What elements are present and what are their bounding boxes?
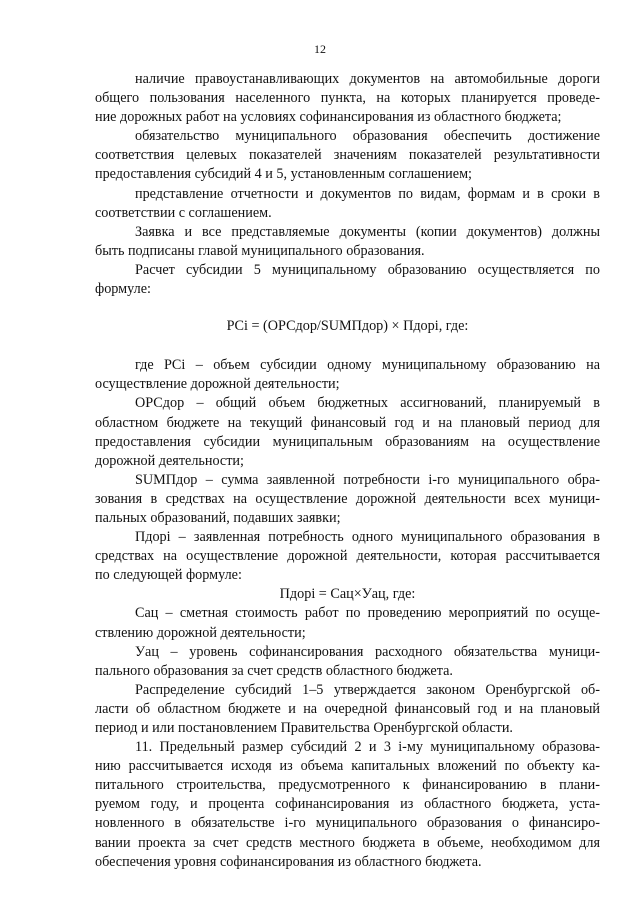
paragraph-subsidy5-calculation-line: формуле:	[95, 281, 151, 298]
paragraph-pdori-definition-line: средствах на осуществление дорожной деятельности, которая рассчитывается	[95, 548, 600, 565]
formula-pci: PCi = (ОРСдор/SUMПдор) × Пдорi, где:	[226, 318, 469, 335]
document-body	[95, 70, 600, 872]
paragraph-orsdor-definition-line: ОРСдор – общий объем бюджетных ассигнований, планируемый в	[135, 395, 600, 412]
paragraph-orsdor-definition-line: предоставления субсидии муниципальным образованиям на осуществление	[95, 433, 600, 450]
paragraph-signature-requirement-line: быть подписаны главой муниципального образования.	[95, 242, 425, 259]
paragraph-clause-11-line: новленного в обязательстве i-го муниципального образования о финансиро-	[95, 815, 600, 832]
paragraph-pci-definition-line: где PCi – объем субсидии одному муниципальному образованию на	[135, 357, 600, 374]
paragraph-clause-11-line: вании проекта за счет средств местного бюджета в объеме, необходимом для	[95, 834, 600, 851]
paragraph-clause-11-line: 11. Предельный размер субсидий 2 и 3 i-му муниципальному образова-	[135, 739, 600, 756]
paragraph-signature-requirement-line: Заявка и все представляемые документы (копии документов) должны	[135, 223, 600, 240]
paragraph-sats-definition-line: Сац – сметная стоимость работ по проведению мероприятий по осуще-	[135, 605, 600, 622]
paragraph-rights-documents-line: ние дорожных работ на условиях софинансирования из областного бюджета;	[95, 109, 562, 126]
paragraph-municipal-obligation-line: предоставления субсидий 4 и 5, установленным соглашением;	[95, 166, 472, 183]
paragraph-rights-documents-line: наличие правоустанавливающих документов на автомобильные дороги	[135, 71, 600, 87]
paragraph-distribution-line: Распределение субсидий 1–5 утверждается законом Оренбургской об-	[135, 681, 600, 698]
paragraph-orsdor-definition-line: областном бюджете на текущий финансовый год и на плановый период для	[95, 414, 600, 431]
paragraph-pdori-definition-line: по следующей формуле:	[95, 567, 242, 584]
page-number: 12	[314, 42, 326, 56]
paragraph-sats-definition-line: ствлению дорожной деятельности;	[95, 624, 306, 641]
paragraph-reporting-line: представление отчетности и документов по видам, формам и в сроки в	[135, 185, 600, 202]
paragraph-orsdor-definition-line: дорожной деятельности;	[95, 452, 244, 469]
formula-pdori: Пдорi = Сац×Уац, где:	[279, 586, 416, 603]
paragraph-uats-definition-line: Уац – уровень софинансирования расходного обязательства муници-	[135, 643, 600, 660]
paragraph-sumpdor-definition-line: SUMПдор – сумма заявленной потребности i-го муниципального обра-	[135, 471, 600, 488]
paragraph-distribution-line: период и или постановлением Правительства Оренбургской области.	[95, 720, 513, 736]
paragraph-clause-11-line: питального строительства, предусмотренного к финансированию в плани-	[95, 777, 600, 794]
paragraph-clause-11-line: руемом году, и процента софинансирования из областного бюджета, уста-	[95, 796, 600, 813]
paragraph-subsidy5-calculation-line: Расчет субсидии 5 муниципальному образованию осуществляется по	[135, 261, 600, 278]
paragraph-uats-definition-line: пального образования за счет средств областного бюджета.	[95, 662, 453, 679]
paragraph-municipal-obligation-line: обязательство муниципального образования обеспечить достижение	[135, 128, 600, 145]
paragraph-sumpdor-definition-line: пальных образований, подавших заявки;	[95, 509, 341, 526]
paragraph-clause-11-line: обеспечения уровня софинансирования из областного бюджета.	[95, 853, 482, 870]
paragraph-municipal-obligation-line: соответствия целевых показателей значениям показателей результативности	[95, 147, 600, 164]
paragraph-distribution-line: ласти об областном бюджете и на очередной финансовый год и на плановый	[95, 700, 600, 717]
paragraph-pci-definition-line: осуществление дорожной деятельности;	[95, 376, 340, 393]
paragraph-rights-documents-line: общего пользования населенного пункта, на которых планируется проведе-	[95, 90, 600, 107]
paragraph-pdori-definition-line: Пдорi – заявленная потребность одного муниципального образования в	[135, 529, 600, 546]
paragraph-sumpdor-definition-line: зования в средствах на осуществление дорожной деятельности всех муници-	[95, 490, 600, 507]
paragraph-reporting-line: соответствии с соглашением.	[95, 204, 272, 221]
paragraph-clause-11-line: нию рассчитывается исходя из объема капитальных вложений по объекту ка-	[95, 758, 600, 775]
